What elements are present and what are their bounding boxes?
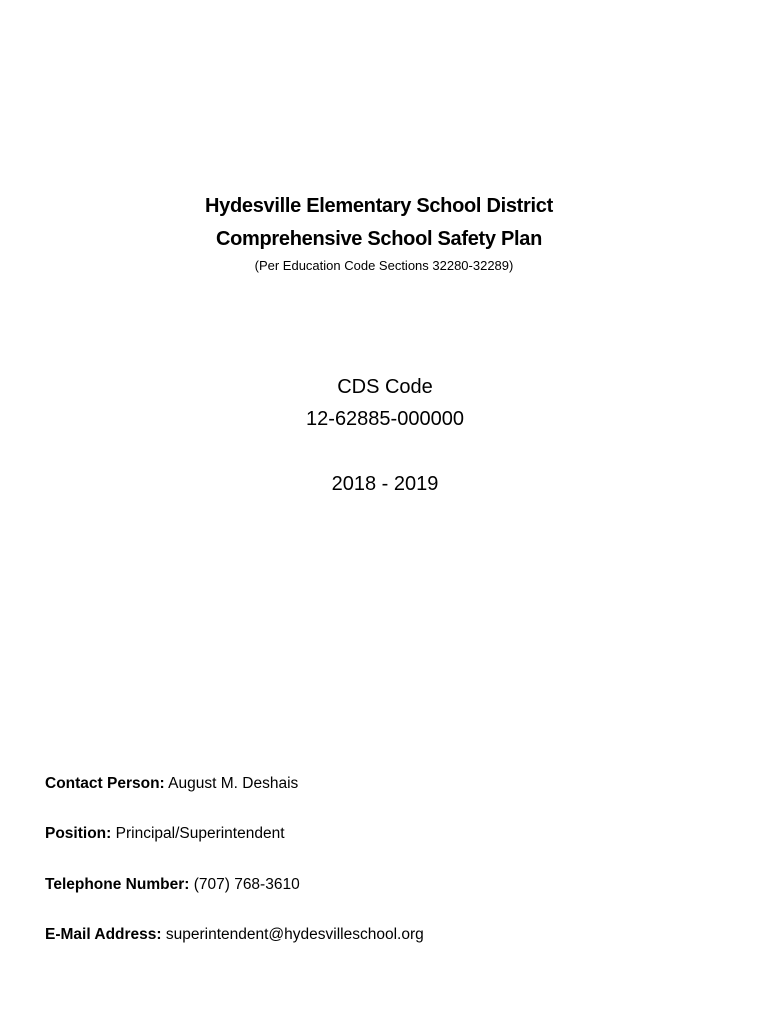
email-value: superintendent@hydesvilleschool.org — [165, 926, 424, 943]
position-row — [45, 825, 285, 843]
district-title: Hydesville Elementary School District — [205, 195, 553, 217]
cds-code-label: CDS Code — [337, 376, 433, 398]
position-label: Position: — [45, 825, 112, 842]
email-row — [45, 926, 424, 944]
contact-person-label: Contact Person: — [45, 775, 165, 792]
telephone-row — [45, 876, 300, 894]
contact-person-row — [45, 775, 298, 793]
position-value: Principal/Superintendent — [115, 825, 285, 842]
contact-person-value: August M. Deshais — [168, 775, 299, 792]
education-code-subtitle: (Per Education Code Sections 32280-32289) — [254, 258, 514, 273]
telephone-label: Telephone Number: — [45, 876, 190, 893]
school-year: 2018 - 2019 — [331, 473, 439, 495]
cds-code-value: 12-62885-000000 — [306, 408, 464, 430]
telephone-value: (707) 768-3610 — [193, 876, 300, 893]
plan-title: Comprehensive School Safety Plan — [215, 228, 543, 250]
email-label: E-Mail Address: — [45, 926, 162, 943]
